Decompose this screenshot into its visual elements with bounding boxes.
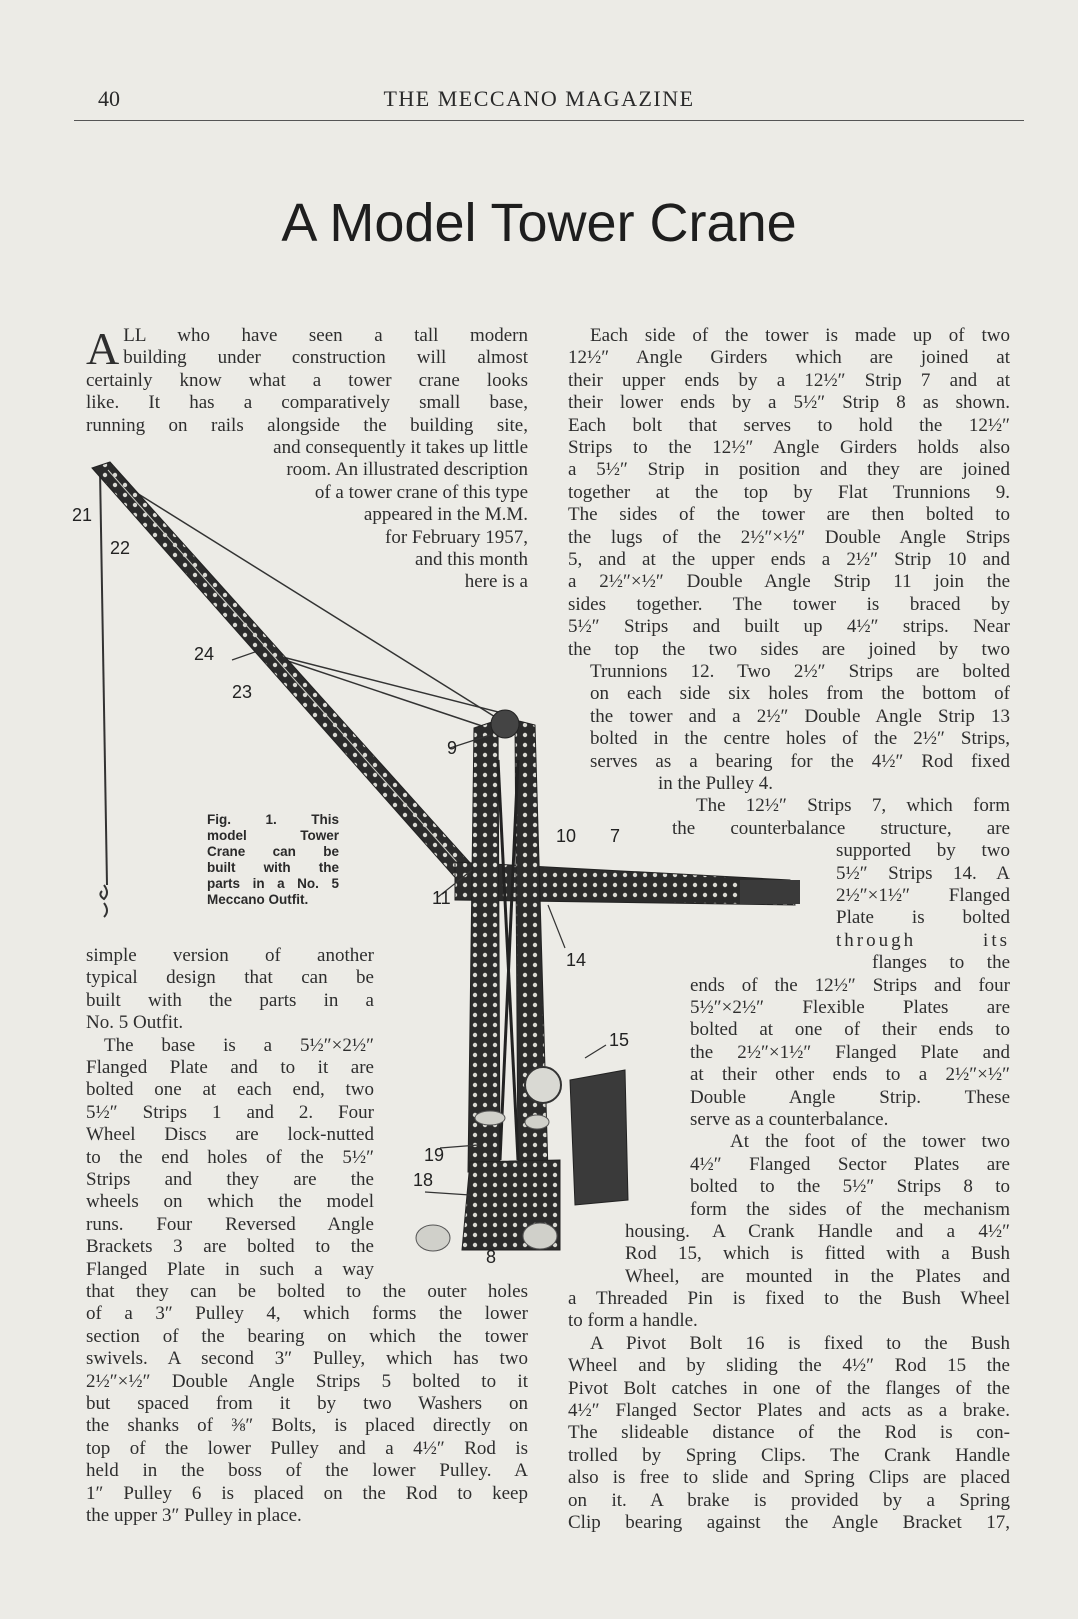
figure-label: 10 [556,826,577,846]
right-text-indent3: The 12½″ Strips 7, which form the counterbalance structure, are [672,795,1010,839]
mechanism-housing [570,1070,628,1205]
figure-label: 8 [486,1247,497,1267]
figure-label: 15 [609,1030,630,1050]
left-text-bottom: that they can be bolted to the outer holes of a 3″ Pulley 4, which forms the lower section of the bearing on which the tower swivels. A second 3″ Pulley, which has two 2½″×½″ Double Angle Strips 5 bolted to it but spaced from it by two Washers on the shanks of ⅜″ Bolts, is placed directly on top of the lower Pulley and a 4½″ Rod is held in the boss of the lower Pulley. A 1″ Pulley 6 is placed on the Rod to keep the upper 3″ Pulley in place. [86,1281,528,1527]
magazine-title: THE MECCANO MAGAZINE [383,86,695,111]
left-text-narrow: simple version of another typical design that can be built with the parts in a No. 5 Outfit. The base is a 5½″×2½″ Flanged Plate and to it are bolted one at each end, two 5½″ Strips 1 and 2. Four Wheel Discs are lock-nutted to the end holes of the 5½″ Strips and they are the wheels on which the model runs. Four Reversed Angle Brackets 3 are bolted to the Flanged Plate in such a way [86,945,374,1280]
tower-right-side [515,720,548,1172]
figure-label: 9 [447,738,458,758]
right-text-narrow: supported by two 5½″ Strips 14. A 2½″×1½″ Flanged Plate is bolted through its flanges to the [836,840,1010,974]
figure-label: 23 [232,682,253,702]
left-intro: A LL who have seen a tall modern building under construction will almost [86,323,528,374]
wheel-disc [475,1111,505,1125]
right-text-indent2: in the Pulley 4. [658,773,774,794]
right-text-indent1: Trunnions 12. Two 2½″ Strips are bolted on each side six holes from the bottom of the tower and a 2½″ Double Angle Strip 13 bolted in the centre holes of the 2½″ Strips, serves as a bearing for the 4½″ Rod fixed [590,661,1010,772]
right-text-full: Each side of the tower is made up of two 12½″ Angle Girders which are joined at their upper ends by a 12½″ Strip 7 and at their lower ends by a 5½″ Strip 8 as shown. Each bolt that serves to hold the 12½″ Strips to the 12½″ Angle Girders holds also a 5½″ Strip in position and they are joined together at the top by Flat Trunnions 9. The sides of the tower are then bolted to the lugs of the 2½″×½″ Double Angle Strips 5, and at the upper ends a 2½″ Strip 10 and a 2½″×½″ Double Angle Strip 11 join the sides together. The tower is braced by 5½″ Strips and built up 4½″ strips. Near the top the two sides are joined by two [568,325,1010,660]
article-title: A Model Tower Crane [281,193,797,253]
wheel-disc [525,1115,549,1129]
drop-cap: A [86,323,120,374]
figure-label: 19 [424,1145,445,1165]
page-number: 40 [98,86,120,111]
figure-label: 14 [566,950,587,970]
hoist-cable [100,470,107,885]
figure-label: 18 [413,1170,434,1190]
left-text-wrap: and consequently it takes up little room. An illustrated description of a tower crane of this type appeared in the M.M. for February 1957, and this month here is a [273,437,528,593]
figure-label: 21 [72,505,93,525]
right-text-mid2: housing. A Crank Handle and a 4½″ Rod 15, which is fitted with a Bush Wheel, are mounted in the Plates and [625,1221,1010,1287]
crane-hook-icon [100,885,107,899]
wheel-disc [523,1223,557,1249]
figure-label: 22 [110,538,131,558]
figure-caption: Fig. 1. This model Tower Crane can be built with the parts in a No. 5 Meccano Outfit. [207,812,339,907]
right-text-bottom: a Threaded Pin is fixed to the Bush Wheel to form a handle. A Pivot Bolt 16 is fixed to the Bush Wheel and by sliding the 4½″ Rod 15 the Pivot Bolt catches in one of the flanges of the 4½″ Flanged Sector Plates and acts as a brake. The slideable distance of the Rod is con- trolled by Spring Clips. The Crank Handle also is free to slide and Spring Clips are placed on it. A brake is provided by a Spring Clip bearing against the Angle Bracket 17, [568,1288,1010,1534]
figure-label: 24 [194,644,215,664]
top-pulley [491,710,519,738]
figure-label: 7 [610,826,621,846]
wheel-disc [416,1225,450,1251]
bush-wheel [525,1067,561,1103]
right-text-mid: ends of the 12½″ Strips and four 5½″×2½″ Flexible Plates are bolted at one of their ends to the 2½″×1½″ Flanged Plate and at their other ends to a 2½″×½″ Double Angle Strip. These serve as a counterbalance. At the foot of the tower two 4½″ Flanged Sector Plates are bolted to the 5½″ Strips 8 to form the sides of the mechanism [690,974,1010,1220]
tower-left-side [468,720,500,1172]
figure-label: 11 [432,888,451,908]
left-text-full: certainly know what a tower crane looks like. It has a comparatively small base, running on rails alongside the building site, [86,369,528,436]
